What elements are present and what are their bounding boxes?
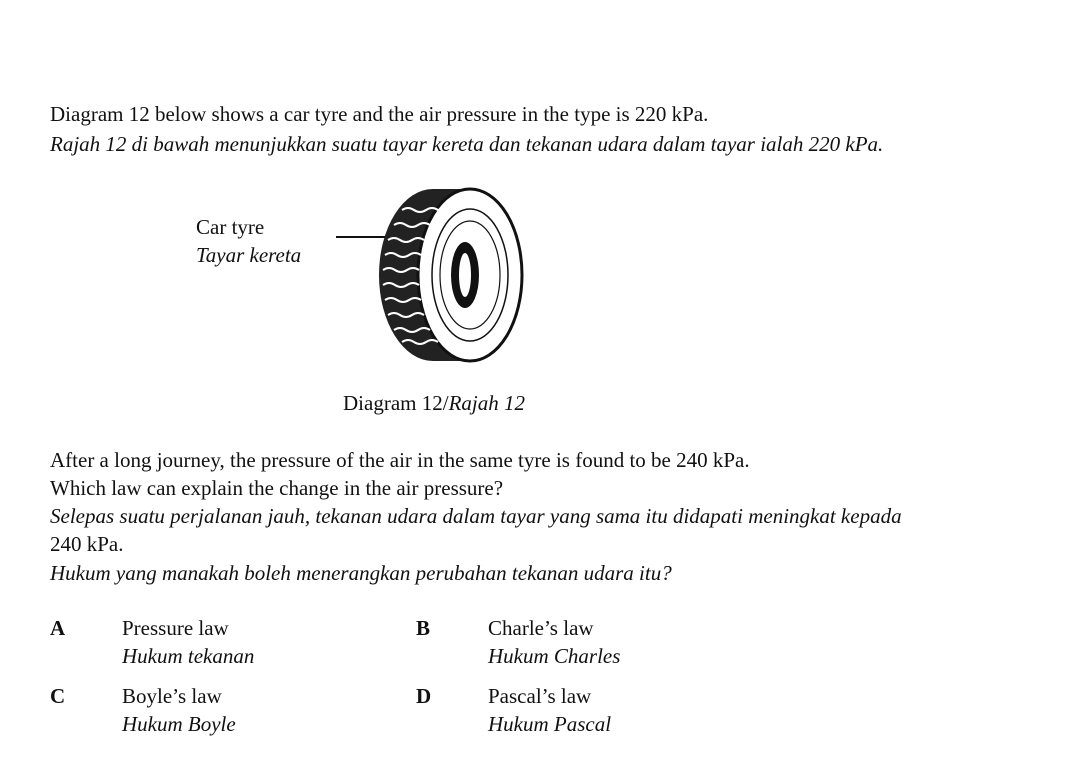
question-line-3: Selepas suatu perjalanan jauh, tekanan udara dalam tayar yang sama itu didapati meningkat kepada — [50, 504, 902, 528]
diagram-caption-english: Diagram 12/ — [343, 391, 449, 415]
question-line-4: 240 kPa. — [50, 532, 124, 556]
option-c-english: Boyle’s law — [122, 684, 222, 708]
question-line-1: After a long journey, the pressure of the air in the same tyre is found to be 240 kPa. — [50, 448, 750, 472]
option-d-letter: D — [416, 684, 432, 708]
option-d-english: Pascal’s law — [488, 684, 592, 708]
option-a-letter: A — [50, 616, 66, 640]
option-c-letter: C — [50, 684, 66, 708]
option-a-english: Pressure law — [122, 616, 229, 640]
intro-english: Diagram 12 below shows a car tyre and the air pressure in the type is 220 kPa. — [50, 102, 709, 126]
question-line-2: Which law can explain the change in the air pressure? — [50, 476, 504, 500]
option-c-malay: Hukum Boyle — [122, 712, 236, 736]
option-a-malay: Hukum tekanan — [122, 644, 255, 668]
option-b-letter: B — [416, 616, 431, 640]
tyre-label-malay: Tayar kereta — [196, 243, 302, 267]
tyre-label-english: Car tyre — [196, 215, 265, 239]
option-b-malay: Hukum Charles — [488, 644, 621, 668]
intro-malay: Rajah 12 di bawah menunjukkan suatu tayar kereta dan tekanan udara dalam tayar ialah 220 kPa. — [50, 132, 884, 156]
car-tyre-illustration — [330, 180, 530, 370]
question-line-5: Hukum yang manakah boleh menerangkan perubahan tekanan udara itu? — [50, 561, 672, 585]
diagram-caption-malay: Rajah 12 — [448, 391, 525, 415]
option-d-malay: Hukum Pascal — [488, 712, 612, 736]
option-b-english: Charle’s law — [488, 616, 594, 640]
diagram-caption — [343, 390, 525, 416]
